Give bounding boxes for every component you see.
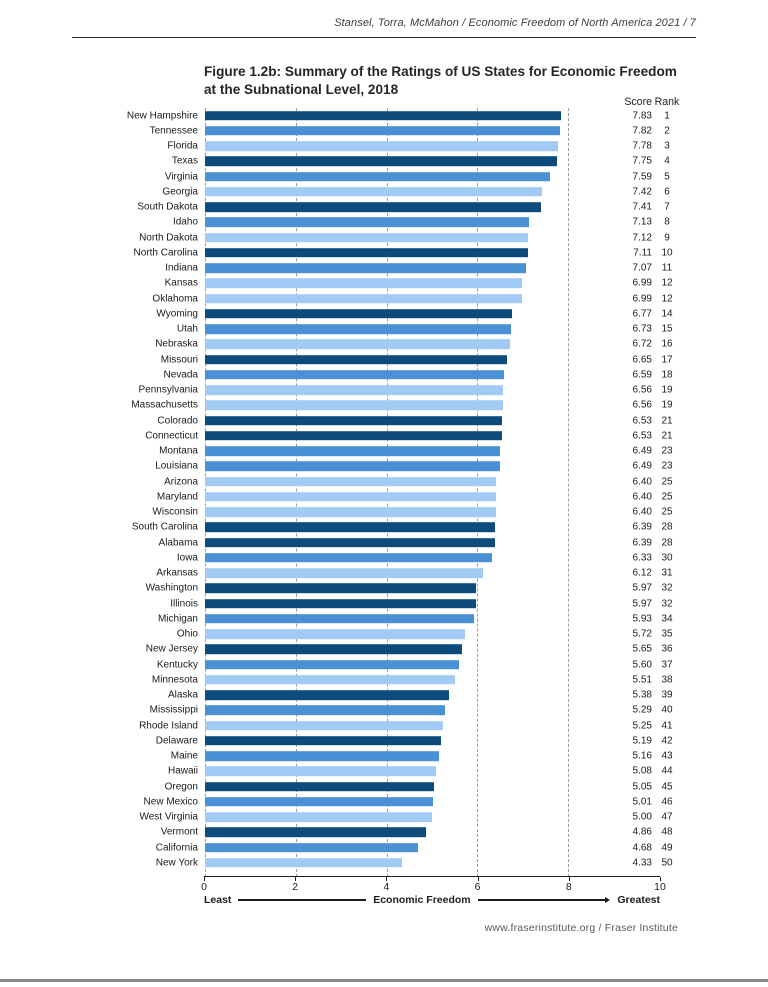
rank-value: 5 bbox=[664, 171, 670, 183]
chart-row bbox=[0, 169, 768, 184]
chart-row bbox=[0, 398, 768, 413]
tick-label-4: 4 bbox=[383, 881, 390, 893]
rank-value: 12 bbox=[661, 277, 673, 289]
score-value: 6.56 bbox=[632, 399, 652, 411]
chart-row bbox=[0, 688, 768, 703]
score-bar bbox=[205, 599, 476, 609]
state-label: Arkansas bbox=[156, 567, 198, 579]
rank-value: 30 bbox=[661, 552, 673, 564]
score-column-header: Score bbox=[624, 96, 652, 108]
score-value: 5.16 bbox=[632, 750, 652, 762]
rank-value: 28 bbox=[661, 537, 673, 549]
state-label: Alabama bbox=[158, 537, 198, 549]
page-footer: www.fraserinstitute.org / Fraser Institute bbox=[484, 922, 678, 934]
chart-row bbox=[0, 810, 768, 825]
score-bar bbox=[205, 507, 496, 517]
state-label: Nebraska bbox=[155, 338, 198, 350]
legend-line-right bbox=[478, 899, 606, 900]
score-bar bbox=[205, 736, 441, 746]
tick-label-6: 6 bbox=[474, 881, 481, 893]
score-value: 6.99 bbox=[632, 277, 652, 289]
legend-greatest-label: Greatest bbox=[617, 894, 660, 906]
score-value: 7.11 bbox=[633, 247, 652, 259]
chart-row bbox=[0, 733, 768, 748]
state-label: Wisconsin bbox=[152, 506, 198, 518]
score-value: 6.40 bbox=[632, 506, 652, 518]
rank-value: 39 bbox=[661, 689, 673, 701]
score-value: 6.65 bbox=[632, 354, 652, 366]
state-label: Utah bbox=[176, 323, 198, 335]
state-label: Hawaii bbox=[167, 765, 198, 777]
rank-value: 11 bbox=[661, 262, 673, 274]
state-label: Washington bbox=[145, 582, 198, 594]
state-label: New Hampshire bbox=[126, 110, 198, 122]
score-value: 5.05 bbox=[632, 781, 652, 793]
axis-direction-legend bbox=[204, 894, 660, 906]
rank-value: 35 bbox=[661, 628, 673, 640]
score-bar bbox=[205, 614, 474, 624]
score-value: 7.07 bbox=[632, 262, 652, 274]
score-bar bbox=[205, 446, 500, 456]
state-label: Montana bbox=[159, 445, 198, 457]
state-label: Alaska bbox=[167, 689, 198, 701]
rank-value: 48 bbox=[661, 826, 673, 838]
score-value: 6.49 bbox=[632, 460, 652, 472]
figure-title bbox=[204, 63, 694, 99]
rank-value: 15 bbox=[661, 323, 673, 335]
state-label: Minnesota bbox=[151, 674, 198, 686]
score-bar bbox=[205, 767, 436, 777]
rank-value: 23 bbox=[661, 445, 673, 457]
rank-value: 47 bbox=[661, 811, 673, 823]
score-bar bbox=[205, 385, 503, 395]
rank-value: 28 bbox=[661, 521, 673, 533]
rank-column-header: Rank bbox=[654, 96, 680, 108]
score-value: 5.65 bbox=[632, 643, 652, 655]
state-label: Louisiana bbox=[155, 460, 198, 472]
state-label: Vermont bbox=[160, 826, 198, 838]
rank-value: 50 bbox=[661, 857, 673, 869]
score-value: 7.75 bbox=[632, 155, 652, 167]
score-bar bbox=[205, 141, 558, 151]
score-bar bbox=[205, 309, 512, 319]
chart-row bbox=[0, 428, 768, 443]
figure-title-line1: Figure 1.2b: Summary of the Ratings of US States for Economic Freedom bbox=[204, 64, 677, 79]
chart-row bbox=[0, 642, 768, 657]
score-value: 6.39 bbox=[632, 537, 652, 549]
score-value: 6.49 bbox=[632, 445, 652, 457]
score-bar bbox=[205, 797, 433, 807]
state-label: Nevada bbox=[163, 369, 198, 381]
state-label: Ohio bbox=[176, 628, 198, 640]
chart-row bbox=[0, 123, 768, 138]
score-value: 5.01 bbox=[632, 796, 652, 808]
score-value: 6.53 bbox=[632, 430, 652, 442]
score-value: 6.12 bbox=[632, 567, 652, 579]
rank-value: 1 bbox=[664, 110, 670, 122]
rank-value: 9 bbox=[664, 232, 670, 244]
score-value: 6.59 bbox=[632, 369, 652, 381]
score-value: 6.40 bbox=[632, 476, 652, 488]
score-value: 7.82 bbox=[632, 125, 652, 137]
chart-row bbox=[0, 108, 768, 123]
state-label: Georgia bbox=[162, 186, 198, 198]
running-head: Stansel, Torra, McMahon / Economic Freedom of North America 2021 / 7 bbox=[334, 17, 696, 29]
chart-row bbox=[0, 794, 768, 809]
header-rule bbox=[72, 37, 696, 38]
chart-row bbox=[0, 672, 768, 687]
chart-row bbox=[0, 566, 768, 581]
score-value: 5.72 bbox=[632, 628, 652, 640]
score-bar bbox=[205, 645, 462, 655]
score-bar bbox=[205, 233, 528, 243]
score-bar bbox=[205, 157, 557, 167]
rank-value: 21 bbox=[661, 430, 673, 442]
rank-value: 17 bbox=[661, 354, 673, 366]
rank-value: 32 bbox=[661, 582, 673, 594]
state-label: Florida bbox=[167, 140, 198, 152]
chart-row bbox=[0, 291, 768, 306]
score-bar bbox=[205, 187, 542, 197]
chart-row bbox=[0, 703, 768, 718]
chart-row bbox=[0, 855, 768, 870]
score-value: 7.41 bbox=[632, 201, 652, 213]
score-bar bbox=[205, 477, 496, 487]
score-value: 5.25 bbox=[632, 720, 652, 732]
rank-value: 21 bbox=[661, 415, 673, 427]
rank-value: 23 bbox=[661, 460, 673, 472]
chart-row bbox=[0, 764, 768, 779]
state-label: Oklahoma bbox=[152, 293, 198, 305]
state-label: Kentucky bbox=[156, 659, 198, 671]
tick-label-10: 10 bbox=[654, 881, 666, 893]
rank-value: 34 bbox=[661, 613, 673, 625]
score-value: 5.38 bbox=[632, 689, 652, 701]
score-value: 6.56 bbox=[632, 384, 652, 396]
state-label: South Carolina bbox=[131, 521, 198, 533]
chart-row bbox=[0, 596, 768, 611]
state-label: New Jersey bbox=[145, 643, 198, 655]
chart-row bbox=[0, 322, 768, 337]
score-bar bbox=[205, 324, 511, 334]
score-bar bbox=[205, 660, 459, 670]
state-label: Pennsylvania bbox=[138, 384, 198, 396]
score-bar bbox=[205, 690, 449, 700]
score-bar bbox=[205, 828, 426, 838]
rank-value: 31 bbox=[661, 567, 673, 579]
chart-row bbox=[0, 459, 768, 474]
state-label: North Dakota bbox=[139, 232, 198, 244]
chart-row bbox=[0, 749, 768, 764]
rank-value: 38 bbox=[661, 674, 673, 686]
score-bar bbox=[205, 248, 528, 258]
score-bar bbox=[205, 553, 492, 563]
score-value: 7.42 bbox=[632, 186, 652, 198]
score-bar bbox=[205, 843, 418, 853]
score-value: 4.68 bbox=[632, 842, 652, 854]
chart-row bbox=[0, 276, 768, 291]
score-bar bbox=[205, 584, 476, 594]
state-label: Virginia bbox=[164, 171, 198, 183]
score-bar bbox=[205, 538, 495, 548]
score-bar bbox=[205, 568, 483, 578]
score-bar bbox=[205, 721, 443, 731]
score-value: 6.99 bbox=[632, 293, 652, 305]
score-value: 7.83 bbox=[632, 110, 652, 122]
chart-row bbox=[0, 444, 768, 459]
rank-value: 42 bbox=[661, 735, 673, 747]
score-bar bbox=[205, 782, 434, 792]
score-bar bbox=[205, 355, 507, 365]
score-bar bbox=[205, 294, 522, 304]
state-label: Maine bbox=[170, 750, 198, 762]
state-label: Mississippi bbox=[149, 704, 198, 716]
rank-value: 8 bbox=[664, 216, 670, 228]
state-label: South Dakota bbox=[137, 201, 198, 213]
rank-value: 46 bbox=[661, 796, 673, 808]
tick-label-0: 0 bbox=[201, 881, 207, 893]
rank-value: 19 bbox=[661, 399, 673, 411]
rank-value: 49 bbox=[661, 842, 673, 854]
rank-value: 2 bbox=[664, 125, 670, 137]
chart-row bbox=[0, 306, 768, 321]
score-bar bbox=[205, 126, 560, 136]
chart-row bbox=[0, 489, 768, 504]
score-value: 5.97 bbox=[632, 582, 652, 594]
chart-row bbox=[0, 200, 768, 215]
chart-row bbox=[0, 535, 768, 550]
rank-value: 12 bbox=[661, 293, 673, 305]
score-value: 5.97 bbox=[632, 598, 652, 610]
chart-row bbox=[0, 474, 768, 489]
score-value: 4.86 bbox=[632, 826, 652, 838]
bar-chart bbox=[0, 108, 768, 871]
chart-row bbox=[0, 184, 768, 199]
state-label: Delaware bbox=[155, 735, 198, 747]
chart-row bbox=[0, 581, 768, 596]
legend-line-left bbox=[238, 899, 366, 900]
score-value: 5.29 bbox=[632, 704, 652, 716]
chart-row bbox=[0, 352, 768, 367]
state-label: Iowa bbox=[176, 552, 198, 564]
state-label: Indiana bbox=[165, 262, 198, 274]
score-bar bbox=[205, 340, 510, 350]
chart-row bbox=[0, 550, 768, 565]
score-bar bbox=[205, 675, 455, 685]
score-bar bbox=[205, 858, 402, 868]
state-label: Kansas bbox=[164, 277, 198, 289]
state-label: Missouri bbox=[160, 354, 198, 366]
score-bar bbox=[205, 629, 465, 639]
chart-row bbox=[0, 779, 768, 794]
state-label: Michigan bbox=[157, 613, 198, 625]
rank-value: 32 bbox=[661, 598, 673, 610]
score-value: 6.53 bbox=[632, 415, 652, 427]
state-label: Connecticut bbox=[145, 430, 198, 442]
chart-row bbox=[0, 657, 768, 672]
score-value: 6.73 bbox=[632, 323, 652, 335]
score-bar bbox=[205, 263, 526, 273]
state-label: New York bbox=[155, 857, 198, 869]
score-bar bbox=[205, 172, 550, 182]
chart-row bbox=[0, 139, 768, 154]
score-bar bbox=[205, 111, 561, 121]
score-bar bbox=[205, 492, 496, 502]
legend-axis-title: Economic Freedom bbox=[373, 894, 471, 906]
score-bar bbox=[205, 218, 529, 228]
score-value: 7.59 bbox=[632, 171, 652, 183]
score-bar bbox=[205, 279, 522, 289]
state-label: New Mexico bbox=[143, 796, 198, 808]
chart-row bbox=[0, 367, 768, 382]
score-bar bbox=[205, 370, 504, 380]
legend-least-label: Least bbox=[204, 894, 232, 906]
score-bar bbox=[205, 416, 502, 426]
rank-value: 45 bbox=[661, 781, 673, 793]
score-value: 5.08 bbox=[632, 765, 652, 777]
rank-value: 7 bbox=[664, 201, 670, 213]
state-label: Rhode Island bbox=[139, 720, 198, 732]
rank-value: 4 bbox=[664, 155, 670, 167]
score-value: 6.77 bbox=[632, 308, 652, 320]
page-bottom-edge bbox=[0, 979, 768, 982]
rank-value: 25 bbox=[661, 506, 673, 518]
rank-value: 14 bbox=[661, 308, 673, 320]
chart-row bbox=[0, 215, 768, 230]
rank-value: 25 bbox=[661, 476, 673, 488]
state-label: West Virginia bbox=[139, 811, 198, 823]
state-label: Illinois bbox=[170, 598, 198, 610]
score-bar bbox=[205, 202, 541, 212]
score-value: 7.12 bbox=[632, 232, 652, 244]
chart-row bbox=[0, 627, 768, 642]
rank-value: 3 bbox=[664, 140, 670, 152]
x-axis-line bbox=[204, 876, 660, 877]
rank-value: 25 bbox=[661, 491, 673, 503]
score-bar bbox=[205, 401, 503, 411]
right-arrow-icon bbox=[605, 897, 610, 903]
score-value: 5.00 bbox=[632, 811, 652, 823]
state-label: North Carolina bbox=[133, 247, 198, 259]
chart-row bbox=[0, 245, 768, 260]
chart-row bbox=[0, 718, 768, 733]
chart-row bbox=[0, 337, 768, 352]
score-value: 5.19 bbox=[632, 735, 652, 747]
score-bar bbox=[205, 523, 495, 533]
chart-row bbox=[0, 230, 768, 245]
rank-value: 40 bbox=[661, 704, 673, 716]
state-label: Massachusetts bbox=[131, 399, 198, 411]
rank-value: 43 bbox=[661, 750, 673, 762]
tick-label-2: 2 bbox=[292, 881, 299, 893]
state-label: Texas bbox=[171, 155, 198, 167]
score-bar bbox=[205, 812, 432, 822]
score-value: 5.60 bbox=[632, 659, 652, 671]
chart-row bbox=[0, 154, 768, 169]
chart-row bbox=[0, 825, 768, 840]
figure-title-line2: at the Subnational Level, 2018 bbox=[204, 82, 399, 97]
score-bar bbox=[205, 751, 439, 761]
state-label: Idaho bbox=[172, 216, 198, 228]
rank-value: 18 bbox=[661, 369, 673, 381]
rank-value: 44 bbox=[661, 765, 673, 777]
chart-row bbox=[0, 505, 768, 520]
chart-row bbox=[0, 611, 768, 626]
state-label: Arizona bbox=[164, 476, 198, 488]
score-value: 6.40 bbox=[632, 491, 652, 503]
state-label: Tennessee bbox=[149, 125, 198, 137]
score-bar bbox=[205, 706, 445, 716]
score-bar bbox=[205, 462, 500, 472]
state-label: Colorado bbox=[157, 415, 198, 427]
rank-value: 16 bbox=[661, 338, 673, 350]
tick-label-8: 8 bbox=[565, 881, 572, 893]
chart-row bbox=[0, 383, 768, 398]
rank-value: 37 bbox=[661, 659, 673, 671]
rank-value: 19 bbox=[661, 384, 673, 396]
state-label: California bbox=[155, 842, 198, 854]
state-label: Oregon bbox=[164, 781, 198, 793]
score-value: 6.72 bbox=[632, 338, 652, 350]
rank-value: 41 bbox=[661, 720, 673, 732]
rank-value: 10 bbox=[661, 247, 673, 259]
score-value: 7.13 bbox=[632, 216, 652, 228]
state-label: Maryland bbox=[156, 491, 198, 503]
score-value: 7.78 bbox=[632, 140, 652, 152]
rank-value: 36 bbox=[661, 643, 673, 655]
score-value: 6.39 bbox=[632, 521, 652, 533]
score-bar bbox=[205, 431, 502, 441]
score-value: 4.33 bbox=[632, 857, 652, 869]
score-value: 6.33 bbox=[632, 552, 652, 564]
score-value: 5.93 bbox=[632, 613, 652, 625]
rank-value: 6 bbox=[664, 186, 670, 198]
state-label: Wyoming bbox=[156, 308, 198, 320]
x-axis-tick-labels bbox=[201, 881, 666, 894]
chart-row bbox=[0, 840, 768, 855]
score-value: 5.51 bbox=[632, 674, 652, 686]
chart-row bbox=[0, 520, 768, 535]
chart-row bbox=[0, 261, 768, 276]
chart-row bbox=[0, 413, 768, 428]
